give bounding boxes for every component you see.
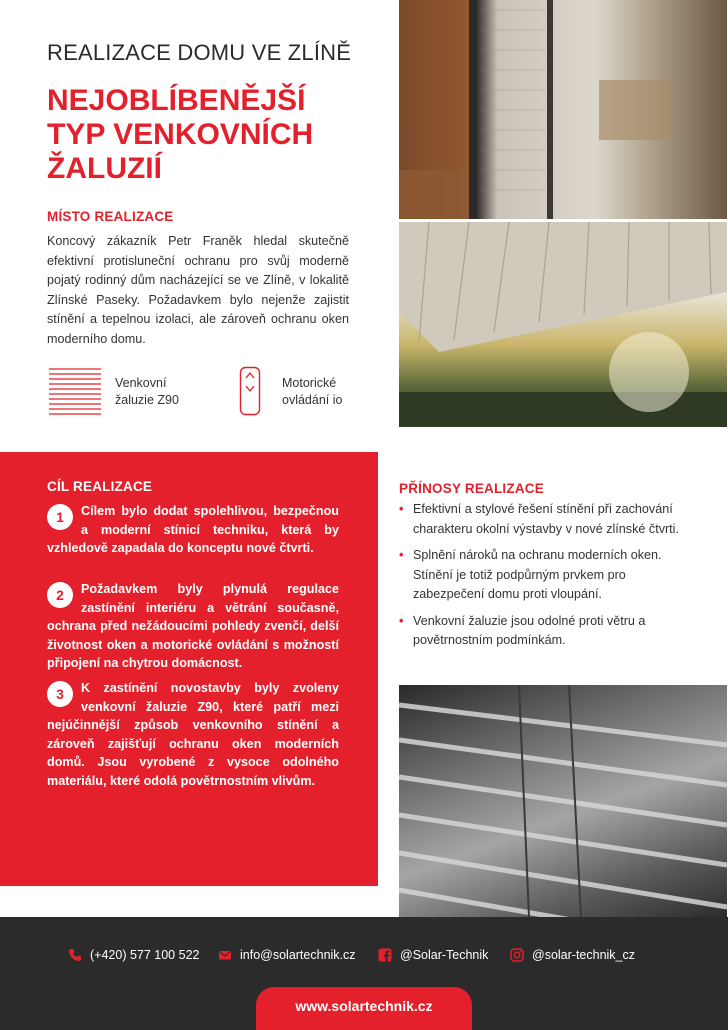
- phone-icon: [68, 948, 82, 962]
- feature-label-line: Motorické: [282, 376, 337, 390]
- place-heading: MÍSTO REALIZACE: [47, 209, 174, 224]
- facebook-icon: [378, 948, 392, 962]
- photo-blinds-exterior: [399, 222, 727, 427]
- benefit-text: Venkovní žaluzie jsou odolné proti větru a povětrnostním podmínkám.: [413, 613, 646, 647]
- photo-window-screen: [399, 0, 727, 219]
- benefit-text: Splnění nároků na ochranu moderních oken. Stínění je totiž podpůrným prvkem pro zabezpečení domu proti vloupání.: [413, 548, 662, 601]
- goal-item: [47, 580, 339, 673]
- instagram-icon: [510, 948, 524, 962]
- goal-number-badge: 3: [47, 681, 73, 707]
- bullet-icon: •: [399, 548, 404, 562]
- benefit-text: Efektivní a stylové řešení stínění při zachování charakteru okolní výstavby v nové zlínské čtvrti.: [413, 502, 679, 536]
- goal-item: [47, 502, 339, 558]
- bullet-icon: •: [399, 502, 404, 516]
- place-text: Koncový zákazník Petr Franěk hledal skutečně efektivní protisluneční ochranu pro svůj moderně pojatý rodinný dům nacházející se ve Zlíně, v lokalitě Zlínské Paseky. Požadavkem bylo nejenže zajistit stínění a tepelnou izolaci, ale zároveň ochranu oken moderního domu.: [47, 234, 349, 346]
- goal-number-badge: 1: [47, 504, 73, 530]
- feature-label-line: ovládání io: [282, 393, 343, 407]
- instagram-text: @solar-technik_cz: [532, 948, 636, 962]
- photo-blinds-closeup: [399, 685, 727, 917]
- facebook-text: @Solar-Technik: [400, 948, 489, 962]
- goals-heading: CÍL REALIZACE: [47, 479, 153, 494]
- remote-control-icon: [239, 366, 261, 416]
- feature-label-line: Venkovní: [115, 376, 167, 390]
- footer-instagram[interactable]: [510, 946, 635, 964]
- feature-label-line: žaluzie Z90: [115, 393, 179, 407]
- title-line: ŽALUZIÍ: [47, 152, 162, 185]
- feature-label-blinds: [115, 375, 215, 409]
- goal-number-badge: 2: [47, 582, 73, 608]
- goal-text: K zastínění novostavby byly zvoleny venkovní žaluzie Z90, které patří mezi nejúčinnější způsob venkovního stínění a zároveň zajišťují ochranu oken moderních domů. Jsou vyrobené z vysoce odolného materiálu, které odolá povětrnostním vlivům.: [47, 681, 339, 788]
- phone-text: (+420) 577 100 522: [90, 948, 200, 962]
- blinds-icon: [47, 366, 103, 416]
- goal-text: Cílem bylo dodat spolehlivou, bezpečnou a moderní stínicí techniku, která by vzhledově zapadala do konceptu nové čtvrti.: [47, 504, 339, 556]
- footer-phone[interactable]: [68, 946, 199, 964]
- page-title: [47, 84, 387, 186]
- goal-item: [47, 679, 339, 791]
- benefit-item: [399, 612, 699, 651]
- footer-facebook[interactable]: [378, 946, 488, 964]
- benefit-item: [399, 500, 699, 539]
- page-kicker: REALIZACE DOMU VE ZLÍNĚ: [47, 40, 352, 65]
- benefits-heading: PŘÍNOSY REALIZACE: [399, 481, 544, 496]
- title-line: TYP VENKOVNÍCH: [47, 118, 314, 151]
- goal-text: Požadavkem byly plynulá regulace zastínění interiéru a větrání současně, ochrana před nežádoucími pohledy zvenčí, delší životnost oken a motorické ovládání s možností připojení na chytrou domácnost.: [47, 582, 339, 671]
- feature-label-remote: [282, 375, 382, 409]
- footer-email[interactable]: [218, 946, 356, 964]
- benefit-item: [399, 546, 699, 605]
- benefits-list: [399, 500, 699, 658]
- bullet-icon: •: [399, 613, 404, 628]
- mail-icon: [218, 948, 232, 962]
- website-link[interactable]: www.solartechnik.cz: [256, 987, 472, 1030]
- title-line: NEJOBLÍBENĚJŠÍ: [47, 84, 306, 117]
- email-text: info@solartechnik.cz: [240, 948, 356, 962]
